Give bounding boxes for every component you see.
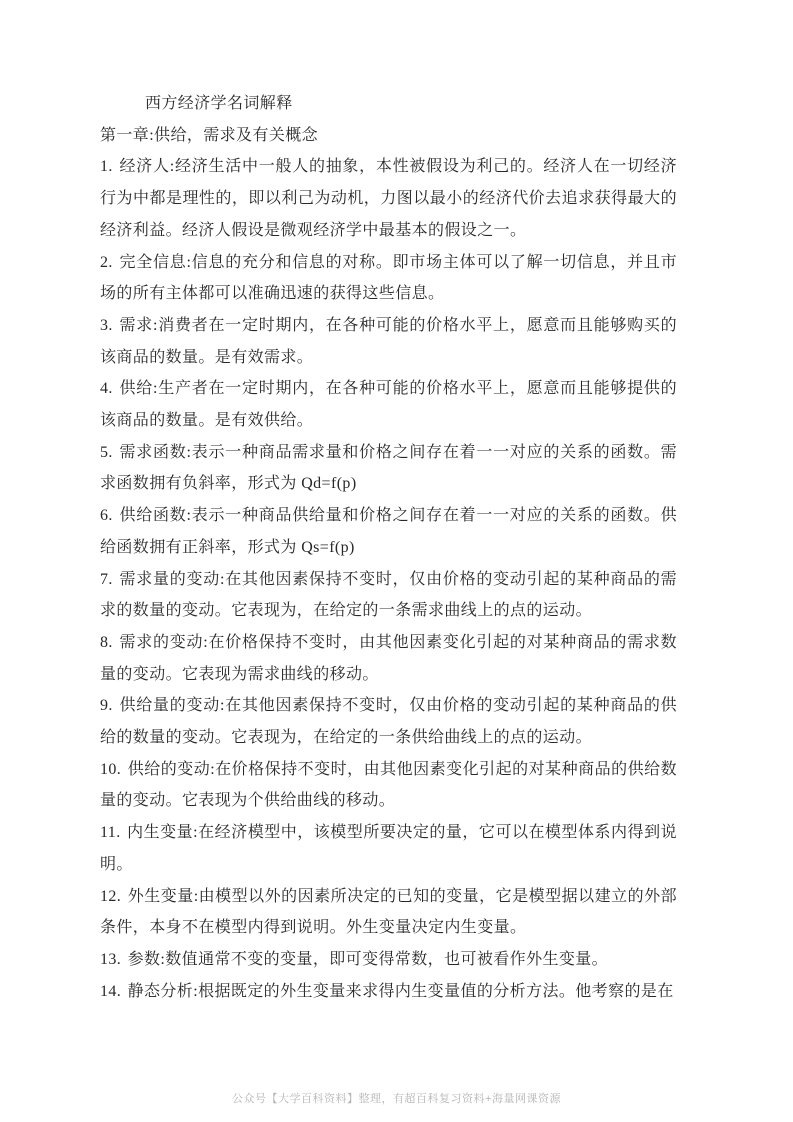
definition-item: [100, 373, 677, 436]
item-definition: 信息的充分和信息的对称。即市场主体可以了解一切信息，并且市场的所有主体都可以准确迅速的获得这些信息。: [100, 253, 677, 303]
document-content: [100, 88, 677, 1007]
item-term: 需求的变动:: [119, 633, 209, 651]
item-term: 供给:: [119, 380, 158, 398]
definition-item: [100, 310, 677, 373]
item-definition: 经济生活中一般人的抽象，本性被假设为利己的。经济人在一切经济行为中都是理性的，即以利己为动机，力图以最小的经济代价去追求获得最大的经济利益。经济人假设是微观经济学中最基本的假设之一。: [100, 158, 677, 239]
document-title: 西方经济学名词解释: [145, 95, 293, 112]
definition-item: [100, 881, 677, 944]
item-number: 14.: [100, 982, 126, 1000]
page-footer: 公众号【大学百科资料】整理，有超百科复习资料+海量网课资源: [232, 1093, 561, 1105]
item-number: 2.: [100, 253, 118, 271]
item-term: 完全信息:: [119, 253, 192, 271]
definition-item: [100, 247, 677, 310]
definition-item: [100, 944, 677, 976]
item-term: 供给函数:: [119, 507, 192, 525]
item-number: 13.: [100, 950, 126, 968]
item-definition: 在经济模型中，该模型所要决定的量，它可以在模型体系内得到说明。: [100, 824, 677, 873]
definition-item: [100, 500, 677, 563]
item-number: 6.: [100, 507, 118, 525]
definition-item: [100, 564, 677, 627]
definition-item: [100, 817, 677, 880]
item-term: 外生变量:: [127, 887, 199, 905]
item-number: 4.: [100, 380, 118, 398]
item-definition: 消费者在一定时期内，在各种可能的价格水平上，愿意而且能够购买的该商品的数量。是有效需求。: [100, 316, 677, 366]
item-term: 内生变量:: [127, 824, 199, 842]
definition-item: [100, 627, 677, 690]
item-term: 需求量的变动:: [119, 570, 225, 588]
definition-item: [100, 754, 677, 817]
item-term: 经济人:: [119, 158, 175, 176]
item-definition: 在其他因素保持不变时，仅由价格的变动引起的某种商品的需求的数量的变动。它表现为，在给定的一条需求曲线上的点的运动。: [100, 570, 677, 620]
item-number: 8.: [100, 633, 118, 651]
item-number: 5.: [100, 443, 118, 461]
item-definition: 根据既定的外生变量来求得内生变量值的分析方法。他考察的是在: [198, 982, 674, 1000]
item-number: 10.: [100, 760, 126, 778]
item-term: 供给量的变动:: [119, 697, 225, 715]
item-definition: 生产者在一定时期内，在各种可能的价格水平上，愿意而且能够提供的该商品的数量。是有效供给。: [100, 380, 677, 430]
item-term: 需求函数:: [119, 443, 192, 461]
definition-item: [100, 690, 677, 753]
definition-item: [100, 437, 677, 500]
definition-item: [100, 976, 677, 1008]
item-term: 参数:: [127, 950, 166, 968]
item-term: 供给的变动:: [127, 760, 216, 778]
item-definition: 在价格保持不变时，由其他因素变化引起的对某种商品的需求数量的变动。它表现为需求曲线的移动。: [100, 633, 677, 683]
item-definition: 数值通常不变的变量，即可变得常数，也可被看作外生变量。: [165, 950, 609, 968]
item-number: 3.: [100, 316, 118, 334]
item-term: 静态分析:: [127, 982, 199, 1000]
chapter-heading: 第一章:供给，需求及有关概念: [100, 126, 319, 144]
item-definition: 在价格保持不变时，由其他因素变化引起的对某种商品的供给数量的变动。它表现为个供给曲线的移动。: [100, 760, 677, 810]
item-definition: 表示一种商品供给量和价格之间存在着一一对应的关系的函数。供给函数拥有正斜率，形式为 Qs=f(p): [100, 507, 677, 556]
item-number: 1.: [100, 158, 118, 176]
item-definition: 表示一种商品需求量和价格之间存在着一一对应的关系的函数。需求函数拥有负斜率，形式为 Qd=f(p): [100, 443, 677, 493]
item-term: 需求:: [119, 316, 158, 334]
definition-item: [100, 151, 677, 246]
item-definition: 在其他因素保持不变时，仅由价格的变动引起的某种商品的供给的数量的变动。它表现为，在给定的一条供给曲线上的点的运动。: [100, 697, 677, 747]
item-number: 11.: [100, 824, 126, 842]
definitions-list: [100, 151, 677, 1007]
item-definition: 由模型以外的因素所决定的已知的变量，它是模型据以建立的外部条件，本身不在模型内得到说明。外生变量决定内生变量。: [100, 887, 677, 937]
item-number: 12.: [100, 887, 126, 905]
item-number: 9.: [100, 697, 118, 715]
item-number: 7.: [100, 570, 118, 588]
